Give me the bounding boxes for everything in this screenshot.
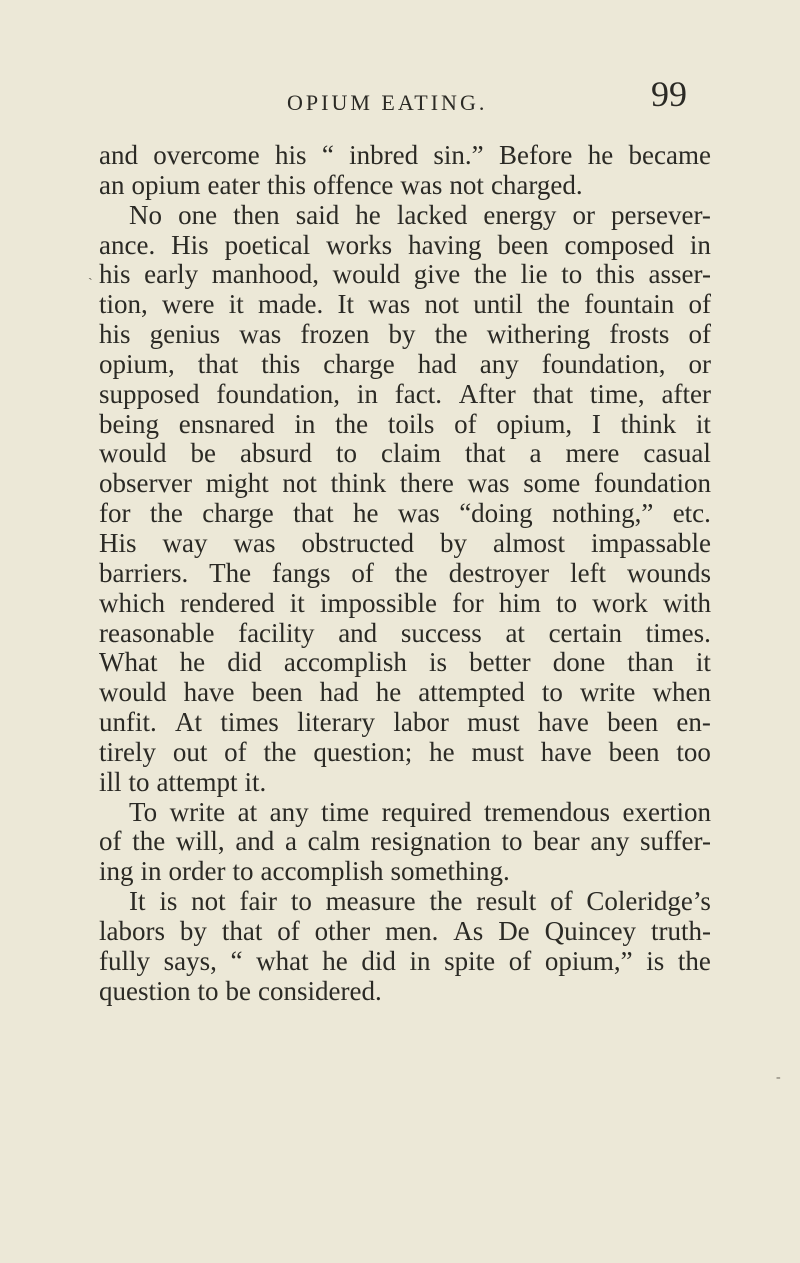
text-line: labors by that of other men. As De Quincey truth- [99, 915, 711, 946]
text-line: tirely out of the question; he must have been too [99, 736, 711, 767]
text-line: supposed foundation, in fact. After that time, after [99, 378, 711, 409]
text-line: and overcome his “ inbred sin.” Before he became [99, 140, 711, 170]
text-line: It is not fair to measure the result of Coleridge’s [129, 886, 711, 917]
text-line: his early manhood, would give the lie to this asser- [99, 259, 711, 290]
text-line: fully says, “ what he did in spite of opium,” is the [99, 945, 711, 976]
running-head: OPIUM EATING. [287, 90, 488, 115]
text-line: question to be considered. [99, 975, 382, 1006]
margin-speck: ˎ [88, 266, 93, 281]
text-line: tion, were it made. It was not until the fountain of [99, 289, 711, 320]
text-line: opium, that this charge had any foundation, or [99, 348, 711, 379]
text-line: would have been had he attempted to write when [99, 677, 711, 708]
text-line: ance. His poetical works having been composed in [99, 229, 711, 260]
text-line: No one then said he lacked energy or persever- [129, 199, 711, 230]
text-line: being ensnared in the toils of opium, I think it [99, 408, 711, 439]
text-line: To write at any time required tremendous exertion [129, 796, 711, 827]
text-line: an opium eater this offence was not charged. [99, 169, 583, 200]
text-line: of the will, and a calm resignation to bear any suffer- [99, 826, 711, 857]
text-line: would be absurd to claim that a mere casual [99, 438, 711, 469]
text-line: What he did accomplish is better done than it [99, 647, 711, 678]
body-text [99, 141, 711, 1006]
text-line: ill to attempt it. [99, 766, 267, 797]
text-line: His way was obstructed by almost impassable [99, 527, 711, 558]
text-line: unfit. At times literary labor must have been en- [99, 707, 711, 738]
text-line: for the charge that he was “doing nothing,” etc. [99, 498, 711, 529]
page-number: 99 [651, 74, 687, 114]
text-line: reasonable facility and success at certain times. [99, 617, 711, 648]
text-line: observer might not think there was some foundation [99, 468, 711, 499]
text-line: his genius was frozen by the withering frosts of [99, 319, 711, 350]
text-line: which rendered it impossible for him to work with [99, 587, 711, 618]
text-line: barriers. The fangs of the destroyer left wounds [99, 557, 711, 588]
text-line: ing in order to accomplish something. [99, 856, 510, 887]
margin-speck: - [776, 1070, 781, 1085]
